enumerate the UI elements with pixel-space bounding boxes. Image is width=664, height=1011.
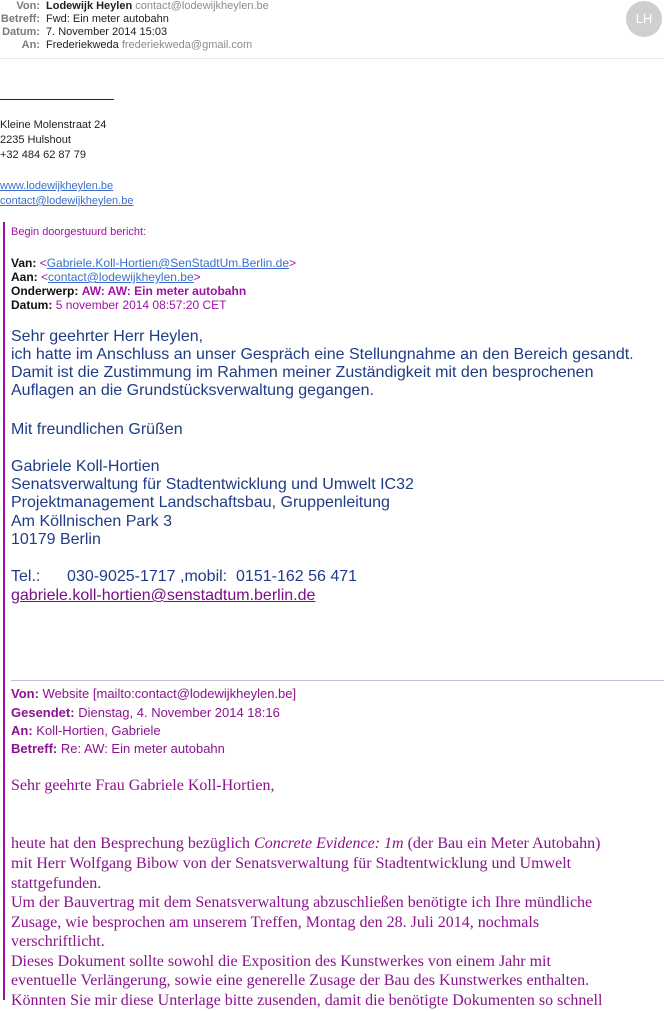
quoted-to-value: Koll-Hortien, Gabriele [36, 723, 161, 738]
sender-city: 10179 Berlin [11, 531, 101, 548]
body-line: Damit ist die Zustimmung im Rahmen meiner Zuständigkeit mit den besprochenen [11, 364, 594, 381]
subject-label: Betreff: [0, 13, 40, 25]
fwd-to-row: Aan: <contact@lodewijkheylen.be> [11, 270, 201, 284]
quoted-sent-value: Dienstag, 4. November 2014 18:16 [78, 705, 280, 720]
signature-street: Kleine Molenstraat 24 [0, 119, 107, 131]
body-greeting: Mit freundlichen Grüßen [11, 421, 183, 438]
signature-city: 2235 Hulshout [0, 134, 71, 146]
artwork-title: Concrete Evidence: 1m [254, 835, 404, 852]
quoted-paragraph-line: verschriftlicht. [11, 933, 105, 950]
date-label: Datum: [2, 26, 40, 38]
sender-department: Projektmanagement Landschaftsbau, Gruppenleitung [11, 494, 390, 511]
body-line: Auflagen an die Grundstücksverwaltung gegangen. [11, 382, 374, 399]
to-name[interactable]: Frederiekweda [46, 39, 119, 51]
quoted-from-label: Von: [11, 686, 39, 701]
quoted-paragraph-line: stattgefunden. [11, 875, 102, 892]
sender-name: Gabriele Koll-Hortien [11, 458, 160, 475]
fwd-from-label: Van: [11, 256, 37, 270]
from-email[interactable]: contact@lodewijkheylen.be [135, 0, 269, 12]
quoted-salutation: Sehr geehrte Frau Gabriele Koll-Hortien, [11, 777, 275, 794]
subject-value: Fwd: Ein meter autobahn [46, 13, 169, 25]
quoted-subject-value: Re: AW: Ein meter autobahn [60, 741, 225, 756]
fwd-subject-row [11, 284, 246, 298]
fwd-subject-label: Onderwerp: [11, 284, 79, 298]
fwd-date-value: 5 november 2014 08:57:20 CET [55, 298, 227, 312]
avatar[interactable]: LH [626, 1, 662, 37]
sender-street: Am Köllnischen Park 3 [11, 513, 172, 530]
date-value: 7. November 2014 15:03 [46, 26, 168, 38]
signature-divider [0, 99, 114, 100]
quoted-paragraph-line: Dieses Dokument sollte sowohl die Exposition des Kunstwerkes von einem Jahr mit [11, 953, 551, 970]
sender-email-link[interactable]: gabriele.koll-hortien@senstadtum.berlin.de [11, 587, 316, 604]
signature-website-link[interactable]: www.lodewijkheylen.be [0, 180, 114, 192]
body-line: ich hatte im Anschluss an unser Gespräch eine Stellungnahme an den Bereich gesandt. [11, 346, 634, 363]
quoted-subject-label: Betreff: [11, 741, 58, 756]
header-date-row [0, 25, 167, 39]
from-name[interactable]: Lodewijk Heylen [46, 0, 133, 12]
signature-email-link[interactable]: contact@lodewijkheylen.be [0, 195, 134, 207]
sender-org: Senatsverwaltung für Stadtentwicklung und Umwelt IC32 [11, 476, 414, 493]
fwd-from-row: Van: <Gabriele.Koll-Hortien@SenStadtUm.Berlin.de> [11, 256, 297, 270]
quoted-paragraph-line: Zusage, wie besprochen am unserem Treffen, Montag den 28. Juli 2014, nochmals [11, 914, 540, 931]
fwd-date-row [11, 298, 226, 312]
quote-separator [11, 680, 664, 681]
from-label: Von: [16, 0, 40, 12]
quoted-to-row [11, 723, 161, 739]
message-header [0, 0, 664, 59]
to-label: An: [21, 39, 40, 51]
to-email[interactable]: frederiekweda@gmail.com [121, 39, 253, 51]
fwd-from-email-link[interactable]: Gabriele.Koll-Hortien@SenStadtUm.Berlin.de [46, 256, 289, 270]
body-line: Sehr geehrter Herr Heylen, [11, 328, 204, 345]
signature-phone: +32 484 62 87 79 [0, 149, 86, 161]
quoted-sent-row [11, 705, 280, 721]
quoted-to-label: An: [11, 723, 33, 738]
quoted-paragraph-line: Um der Bauvertrag mit dem Senatsverwaltung abzuschließen benötigte ich Ihre mündliche [11, 894, 593, 911]
quoted-paragraph-line: Könnten Sie mir diese Unterlage bitte zusenden, damit die benötigte Dokumenten so schnell [11, 992, 603, 1009]
quoted-sent-label: Gesendet: [11, 705, 75, 720]
header-subject-row [0, 12, 169, 26]
quoted-paragraph-line: eventuelle Verlängerung, sowie eine generelle Zusage der Bau des Kunstwerkes enthalten. [11, 972, 590, 989]
fwd-to-email-link[interactable]: contact@lodewijkheylen.be [48, 270, 194, 284]
quote-bar [3, 222, 5, 1000]
fwd-subject-value: AW: AW: Ein meter autobahn [81, 284, 247, 298]
sender-phone: Tel.: 030-9025-1717 ,mobil: 0151-162 56 471 [11, 568, 358, 585]
header-to-row [0, 38, 252, 52]
quoted-paragraph-line: mit Herr Wolfgang Bibow von der Senatsverwaltung für Stadtentwicklung und Umwelt [11, 855, 572, 872]
quoted-from-value[interactable]: Website [mailto:contact@lodewijkheylen.be] [42, 686, 297, 701]
fwd-date-label: Datum: [11, 298, 53, 312]
quoted-paragraph-line: heute hat den Besprechung bezüglich Concrete Evidence: 1m (der Bau ein Meter Autobahn) [11, 835, 601, 852]
quoted-subject-row [11, 741, 225, 757]
quoted-from-row [11, 686, 296, 702]
fwd-to-label: Aan: [11, 270, 38, 284]
forwarded-intro: Begin doorgestuurd bericht: [11, 226, 147, 238]
